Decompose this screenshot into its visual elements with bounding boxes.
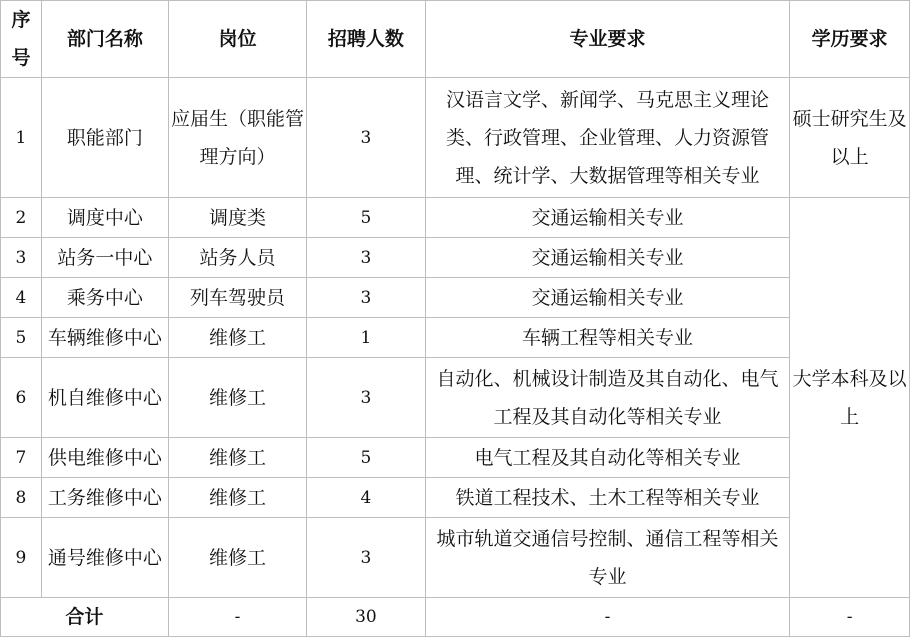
row-dept: 工务维修中心 [41,478,168,518]
row-post: 维修工 [168,438,306,478]
header-education: 学历要求 [790,1,910,78]
table-row [1,278,910,318]
row-post: 调度类 [168,198,306,238]
row-post: 维修工 [168,358,306,438]
table-row [1,198,910,238]
total-major: - [425,598,789,637]
header-count: 招聘人数 [307,1,426,78]
row-major: 交通运输相关专业 [425,238,789,278]
table-row [1,238,910,278]
total-count: 30 [307,598,426,637]
row-count: 3 [307,518,426,598]
row-no: 3 [1,238,42,278]
row-dept: 站务一中心 [41,238,168,278]
header-dept: 部门名称 [41,1,168,78]
row-no: 6 [1,358,42,438]
header-row [1,1,910,78]
total-post: - [168,598,306,637]
row-count: 5 [307,198,426,238]
row-no: 4 [1,278,42,318]
row-count: 4 [307,478,426,518]
table-row [1,358,910,438]
row-dept: 供电维修中心 [41,438,168,478]
row-post: 维修工 [168,518,306,598]
row-no: 5 [1,318,42,358]
row-no: 1 [1,78,42,198]
row-major: 自动化、机械设计制造及其自动化、电气工程及其自动化等相关专业 [425,358,789,438]
row-dept: 车辆维修中心 [41,318,168,358]
row-post: 列车驾驶员 [168,278,306,318]
row-post: 维修工 [168,318,306,358]
row-major: 车辆工程等相关专业 [425,318,789,358]
table-row [1,518,910,598]
row-major: 交通运输相关专业 [425,278,789,318]
table-row [1,78,910,198]
row-count: 1 [307,318,426,358]
row-count: 3 [307,358,426,438]
table-row [1,438,910,478]
row-education: 硕士研究生及以上 [790,78,910,198]
row-post: 应届生（职能管理方向） [168,78,306,198]
row-major: 铁道工程技术、土木工程等相关专业 [425,478,789,518]
row-count: 3 [307,78,426,198]
row-count: 3 [307,238,426,278]
row-post: 维修工 [168,478,306,518]
row-major: 汉语言文学、新闻学、马克思主义理论类、行政管理、企业管理、人力资源管理、统计学、大数据管理等相关专业 [425,78,789,198]
row-dept: 职能部门 [41,78,168,198]
row-education-merged: 大学本科及以上 [790,198,910,598]
total-label: 合计 [1,598,169,637]
header-major: 专业要求 [425,1,789,78]
row-count: 3 [307,278,426,318]
row-major: 交通运输相关专业 [425,198,789,238]
row-no: 2 [1,198,42,238]
header-post: 岗位 [168,1,306,78]
header-no: 序号 [1,1,42,78]
row-dept: 机自维修中心 [41,358,168,438]
total-education: - [790,598,910,637]
row-major: 电气工程及其自动化等相关专业 [425,438,789,478]
row-no: 9 [1,518,42,598]
row-no: 8 [1,478,42,518]
row-dept: 调度中心 [41,198,168,238]
row-dept: 乘务中心 [41,278,168,318]
row-dept: 通号维修中心 [41,518,168,598]
row-no: 7 [1,438,42,478]
row-count: 5 [307,438,426,478]
total-row [1,598,910,637]
row-major: 城市轨道交通信号控制、通信工程等相关专业 [425,518,789,598]
table-row [1,478,910,518]
row-post: 站务人员 [168,238,306,278]
table-row [1,318,910,358]
